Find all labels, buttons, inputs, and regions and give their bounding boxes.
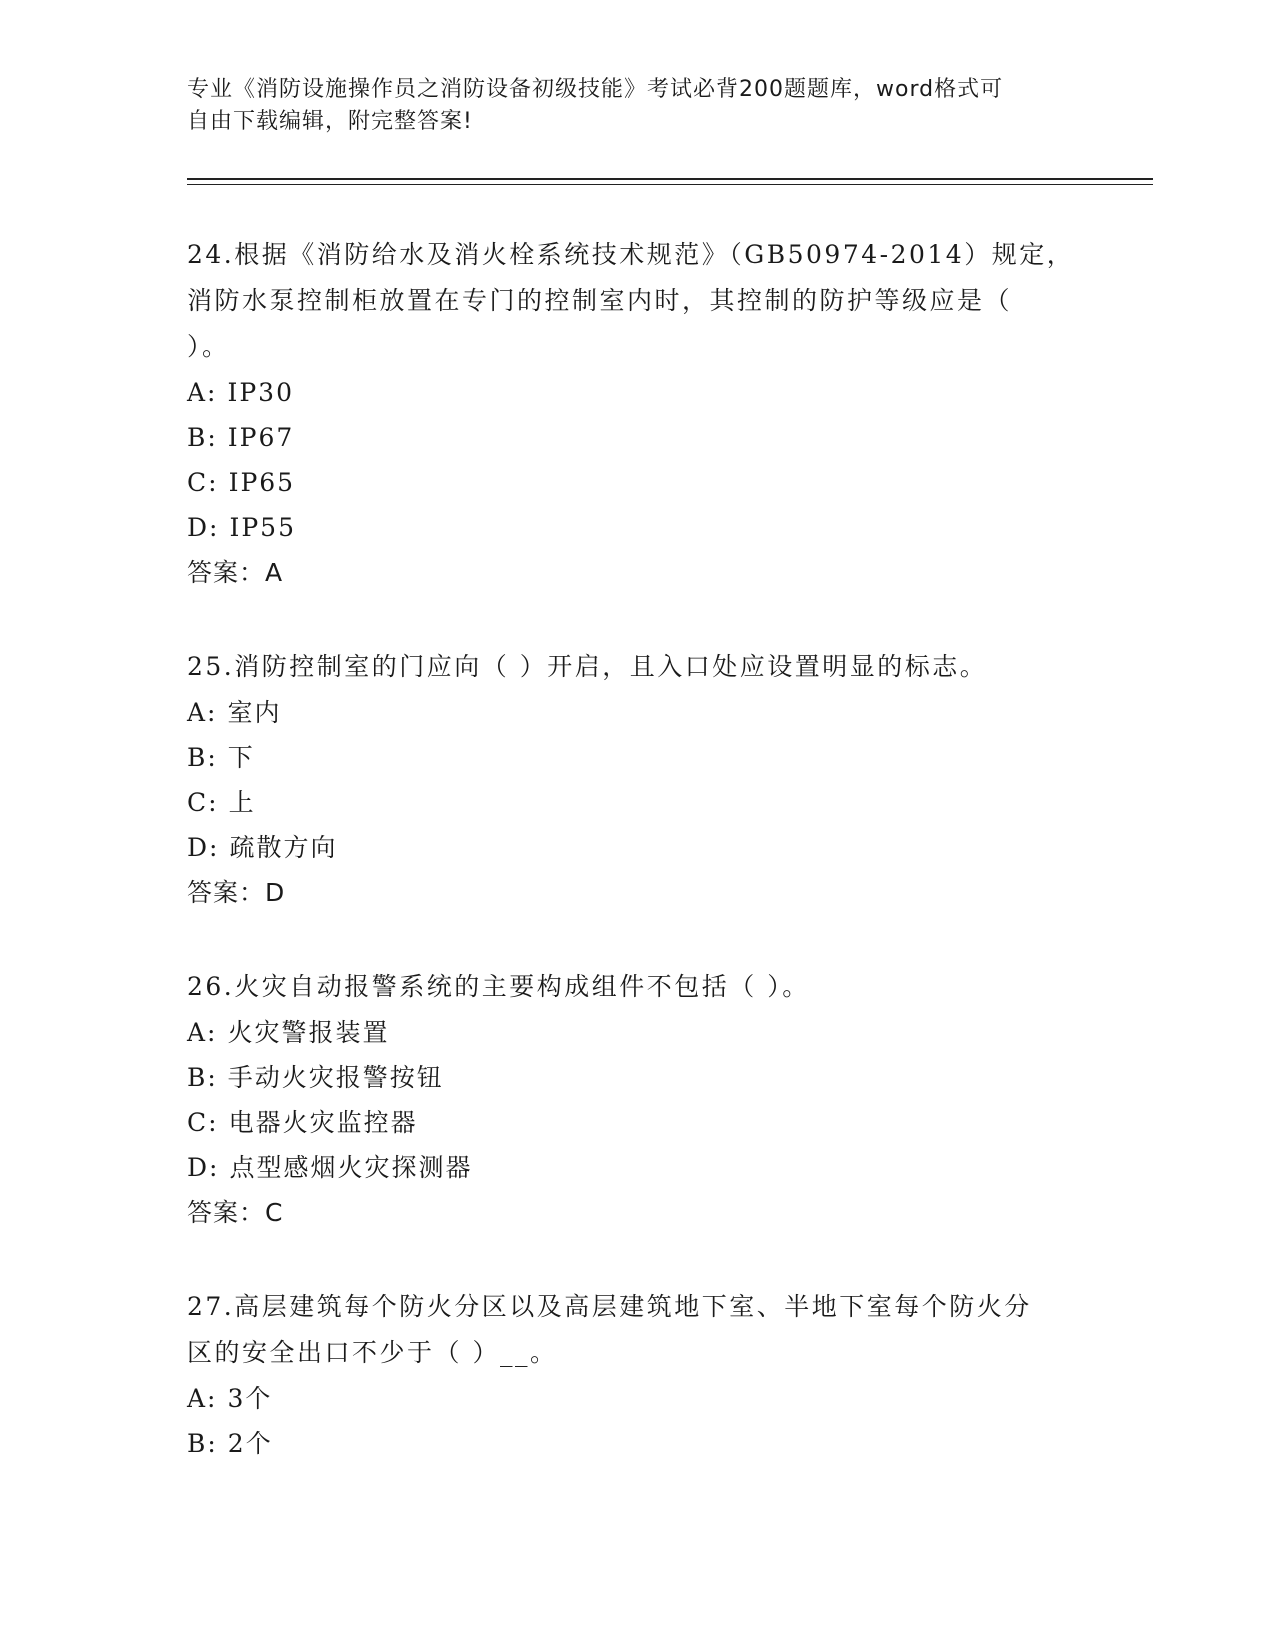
option-a (187, 1376, 1087, 1421)
option-d (187, 1145, 1087, 1190)
option-text: 电器火灾监控器 (228, 1108, 418, 1137)
option-a (187, 1010, 1087, 1055)
option-letter: C: (187, 788, 219, 817)
question-list (187, 232, 1087, 1514)
option-text: IP65 (228, 468, 296, 497)
option-text: 3个 (227, 1384, 273, 1413)
option-a (187, 370, 1087, 415)
answer-text: 答案：C (187, 1198, 284, 1227)
question-text-line: 消防水泵控制柜放置在专门的控制室内时，其控制的防护等级应是（ (187, 286, 1013, 315)
option-b (187, 735, 1087, 780)
question-text-line: 24.根据《消防给水及消火栓系统技术规范》（GB50974-2014）规定， (187, 240, 1075, 269)
option-text: 下 (227, 743, 255, 772)
option-text: IP55 (229, 513, 296, 542)
header-divider-thin (187, 184, 1153, 185)
option-letter: B: (187, 423, 218, 452)
option-text: IP30 (227, 378, 294, 407)
question-text-line: 25.消防控制室的门应向（ ）开启，且入口处应设置明显的标志。 (187, 652, 988, 681)
option-letter: D: (187, 833, 220, 862)
option-text: 上 (228, 788, 256, 817)
option-text: 火灾警报装置 (227, 1018, 390, 1047)
option-letter: A: (187, 698, 218, 727)
option-letter: A: (187, 1018, 218, 1047)
header-line-2: 自由下载编辑，附完整答案! (187, 109, 473, 134)
option-text: 点型感烟火灾探测器 (229, 1153, 473, 1182)
option-b (187, 1421, 1087, 1466)
question-text-line: ）。 (187, 332, 230, 361)
header-line-1: 专业《消防设施操作员之消防设备初级技能》考试必背200题题库，word格式可 (187, 77, 1004, 102)
question-27 (187, 1284, 1087, 1466)
question-text-line: 27.高层建筑每个防火分区以及高层建筑地下室、半地下室每个防火分 (187, 1292, 1032, 1321)
option-b (187, 1055, 1087, 1100)
option-letter: C: (187, 1108, 219, 1137)
option-c (187, 460, 1087, 505)
question-text-line: 区的安全出口不少于（ ）__。 (187, 1338, 558, 1367)
option-letter: D: (187, 513, 220, 542)
option-d (187, 505, 1087, 550)
option-text: 疏散方向 (229, 833, 338, 862)
question-24 (187, 232, 1087, 596)
question-25 (187, 644, 1087, 916)
option-letter: B: (187, 1063, 218, 1092)
option-c (187, 1100, 1087, 1145)
option-text: IP67 (227, 423, 295, 452)
option-d (187, 825, 1087, 870)
option-text: 2个 (227, 1429, 273, 1458)
option-letter: A: (187, 378, 218, 407)
option-b (187, 415, 1087, 460)
option-letter: B: (187, 1429, 218, 1458)
option-letter: C: (187, 468, 219, 497)
answer-text: 答案：D (187, 878, 286, 907)
question-text-line: 26.火灾自动报警系统的主要构成组件不包括（ ）。 (187, 972, 810, 1001)
option-letter: D: (187, 1153, 220, 1182)
document-header (187, 74, 1087, 138)
option-a (187, 690, 1087, 735)
option-text: 手动火灾报警按钮 (227, 1063, 444, 1092)
question-26 (187, 964, 1087, 1236)
option-letter: B: (187, 743, 218, 772)
answer-text: 答案：A (187, 558, 284, 587)
option-c (187, 780, 1087, 825)
header-divider-thick (187, 178, 1153, 180)
option-letter: A: (187, 1384, 218, 1413)
option-text: 室内 (227, 698, 282, 727)
